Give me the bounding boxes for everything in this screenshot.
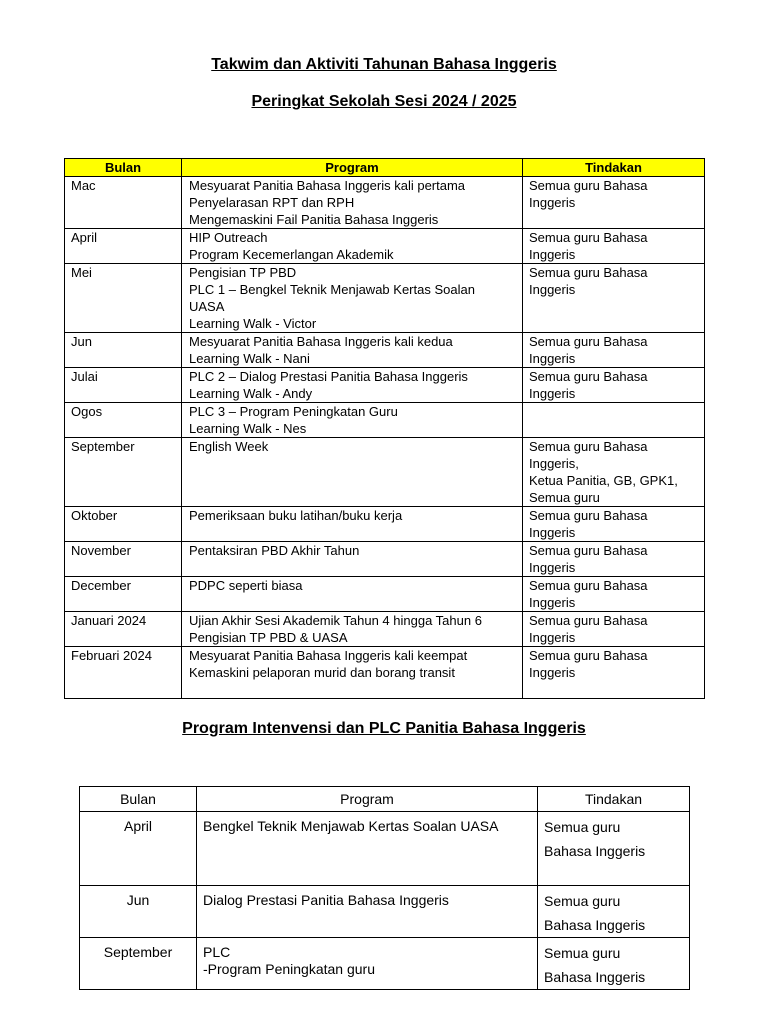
action-line: Bahasa Inggeris bbox=[544, 843, 646, 859]
action-cell bbox=[538, 812, 690, 886]
action-line: Inggeris bbox=[529, 282, 576, 297]
action-line: Bahasa Inggeris bbox=[544, 969, 646, 985]
action-cell bbox=[523, 403, 705, 438]
action-line: Semua guru Bahasa bbox=[529, 265, 648, 280]
table-row bbox=[65, 403, 705, 438]
table-header-row bbox=[65, 159, 705, 177]
action-line: Inggeris bbox=[529, 630, 576, 645]
program-cell bbox=[182, 229, 523, 264]
action-line: Inggeris bbox=[529, 351, 576, 366]
action-line: Inggeris bbox=[529, 665, 576, 680]
action-line: Semua guru Bahasa bbox=[529, 543, 648, 558]
table-row bbox=[65, 542, 705, 577]
month-cell: Februari 2024 bbox=[65, 647, 182, 699]
intervention-plc-table bbox=[79, 786, 690, 990]
program-cell bbox=[182, 333, 523, 368]
table-row bbox=[65, 229, 705, 264]
action-cell bbox=[523, 577, 705, 612]
table-row bbox=[65, 647, 705, 699]
action-line: Semua guru Bahasa bbox=[529, 578, 648, 593]
program-line: Mesyuarat Panitia Bahasa Inggeris kali keempat bbox=[189, 648, 468, 663]
program-line: Ujian Akhir Sesi Akademik Tahun 4 hingga Tahun 6 bbox=[189, 613, 482, 628]
action-cell bbox=[523, 542, 705, 577]
program-line: HIP Outreach bbox=[189, 230, 268, 245]
program-line: English Week bbox=[189, 439, 269, 454]
program-line: Mesyuarat Panitia Bahasa Inggeris kali kedua bbox=[189, 334, 453, 349]
month-cell: Oktober bbox=[65, 507, 182, 542]
document-subtitle: Peringkat Sekolah Sesi 2024 / 2025 bbox=[251, 93, 517, 110]
program-cell bbox=[182, 647, 523, 699]
program-line: -Program Peningkatan guru bbox=[203, 961, 375, 977]
header-bulan: Bulan bbox=[80, 787, 197, 812]
month-cell: Julai bbox=[65, 368, 182, 403]
table-row bbox=[80, 938, 690, 990]
action-cell bbox=[523, 507, 705, 542]
header-program: Program bbox=[197, 787, 538, 812]
action-cell bbox=[538, 886, 690, 938]
program-cell bbox=[197, 812, 538, 886]
header-tindakan: Tindakan bbox=[538, 787, 690, 812]
action-line: Inggeris, bbox=[529, 456, 579, 471]
action-line: Semua guru Bahasa bbox=[529, 334, 648, 349]
action-line: Inggeris bbox=[529, 195, 576, 210]
program-line: Dialog Prestasi Panitia Bahasa Inggeris bbox=[203, 892, 449, 908]
program-line: PLC 1 – Bengkel Teknik Menjawab Kertas Soalan bbox=[189, 282, 475, 297]
program-line: UASA bbox=[189, 299, 225, 314]
program-line: Kemaskini pelaporan murid dan borang transit bbox=[189, 665, 455, 680]
action-line: Semua guru Bahasa bbox=[529, 230, 648, 245]
month-cell: Jun bbox=[80, 886, 197, 938]
table-row bbox=[65, 577, 705, 612]
action-cell bbox=[523, 612, 705, 647]
program-cell bbox=[182, 612, 523, 647]
program-cell bbox=[182, 368, 523, 403]
header-program: Program bbox=[182, 159, 523, 177]
table-body bbox=[80, 812, 690, 990]
program-cell bbox=[182, 438, 523, 507]
action-line: Bahasa Inggeris bbox=[544, 917, 646, 933]
program-line: Learning Walk - Nes bbox=[189, 421, 307, 436]
action-line: Semua guru Bahasa bbox=[529, 178, 648, 193]
action-line: Inggeris bbox=[529, 595, 576, 610]
program-cell bbox=[182, 507, 523, 542]
action-line: Semua guru Bahasa bbox=[529, 508, 648, 523]
header-tindakan: Tindakan bbox=[523, 159, 705, 177]
action-line: Semua guru bbox=[544, 819, 621, 835]
action-line: Semua guru Bahasa bbox=[529, 648, 648, 663]
program-line: Pengisian TP PBD bbox=[189, 265, 297, 280]
action-line: Semua guru Bahasa bbox=[529, 613, 648, 628]
program-line: Mengemaskini Fail Panitia Bahasa Inggeris bbox=[189, 212, 439, 227]
month-cell: September bbox=[80, 938, 197, 990]
month-cell: November bbox=[65, 542, 182, 577]
table-row bbox=[65, 507, 705, 542]
action-line: Inggeris bbox=[529, 247, 576, 262]
program-line: Pengisian TP PBD & UASA bbox=[189, 630, 348, 645]
action-cell bbox=[523, 177, 705, 229]
action-cell bbox=[523, 229, 705, 264]
program-cell bbox=[182, 177, 523, 229]
program-line: Mesyuarat Panitia Bahasa Inggeris kali pertama bbox=[189, 178, 466, 193]
program-cell bbox=[182, 403, 523, 438]
action-cell bbox=[523, 368, 705, 403]
table-row bbox=[65, 177, 705, 229]
month-cell: Januari 2024 bbox=[65, 612, 182, 647]
action-cell bbox=[523, 647, 705, 699]
program-line: Learning Walk - Andy bbox=[189, 386, 313, 401]
program-line: Pemeriksaan buku latihan/buku kerja bbox=[189, 508, 403, 523]
action-line: Semua guru bbox=[544, 893, 621, 909]
month-cell: Mac bbox=[65, 177, 182, 229]
document-title: Takwim dan Aktiviti Tahunan Bahasa Inggeris bbox=[211, 56, 557, 73]
action-line: Inggeris bbox=[529, 525, 576, 540]
month-cell: Ogos bbox=[65, 403, 182, 438]
action-cell bbox=[523, 438, 705, 507]
table-header-row bbox=[80, 787, 690, 812]
action-line: Inggeris bbox=[529, 560, 576, 575]
month-cell: April bbox=[65, 229, 182, 264]
action-line: Semua guru Bahasa bbox=[529, 369, 648, 384]
annual-activity-table bbox=[64, 158, 705, 699]
action-line: Inggeris bbox=[529, 386, 576, 401]
table-row bbox=[80, 812, 690, 886]
table-row bbox=[80, 886, 690, 938]
action-cell bbox=[538, 938, 690, 990]
program-cell bbox=[182, 577, 523, 612]
program-line: Learning Walk - Victor bbox=[189, 316, 317, 331]
header-bulan: Bulan bbox=[65, 159, 182, 177]
month-cell: April bbox=[80, 812, 197, 886]
action-cell bbox=[523, 333, 705, 368]
action-line: Ketua Panitia, GB, GPK1, bbox=[529, 473, 678, 488]
program-line: Learning Walk - Nani bbox=[189, 351, 310, 366]
program-cell bbox=[182, 264, 523, 333]
program-line: Bengkel Teknik Menjawab Kertas Soalan UASA bbox=[203, 818, 499, 834]
month-cell: Jun bbox=[65, 333, 182, 368]
action-cell bbox=[523, 264, 705, 333]
program-line: PDPC seperti biasa bbox=[189, 578, 303, 593]
table-row bbox=[65, 333, 705, 368]
program-line: Penyelarasan RPT dan RPH bbox=[189, 195, 355, 210]
program-line: Pentaksiran PBD Akhir Tahun bbox=[189, 543, 360, 558]
program-line: PLC bbox=[203, 944, 231, 960]
action-line: Semua guru bbox=[544, 945, 621, 961]
program-line: Program Kecemerlangan Akademik bbox=[189, 247, 394, 262]
table-row bbox=[65, 438, 705, 507]
program-cell bbox=[197, 938, 538, 990]
month-cell: December bbox=[65, 577, 182, 612]
table-row bbox=[65, 368, 705, 403]
month-cell: September bbox=[65, 438, 182, 507]
table-body bbox=[65, 177, 705, 699]
program-cell bbox=[182, 542, 523, 577]
table-row bbox=[65, 264, 705, 333]
program-cell bbox=[197, 886, 538, 938]
section-title: Program Intenvensi dan PLC Panitia Bahasa Inggeris bbox=[182, 720, 586, 737]
table-row bbox=[65, 612, 705, 647]
program-line: PLC 3 – Program Peningkatan Guru bbox=[189, 404, 398, 419]
program-line: PLC 2 – Dialog Prestasi Panitia Bahasa Inggeris bbox=[189, 369, 468, 384]
action-line: Semua guru bbox=[529, 490, 600, 505]
action-line: Semua guru Bahasa bbox=[529, 439, 648, 454]
month-cell: Mei bbox=[65, 264, 182, 333]
